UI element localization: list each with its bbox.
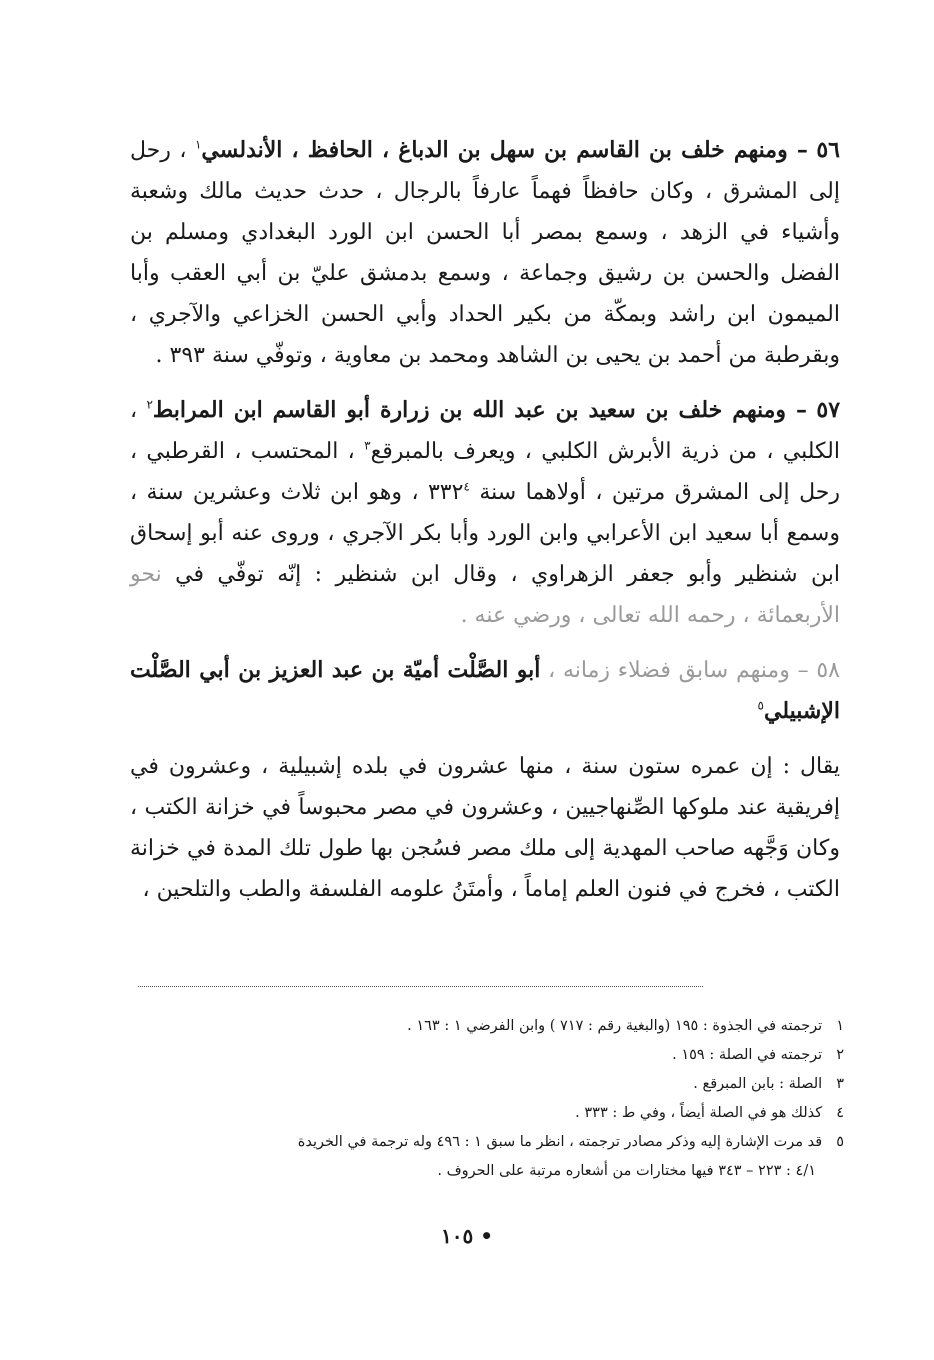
- footnote-ref: ٣: [364, 438, 371, 453]
- footnote-text: كذلك هو في الصلة أيضاً ، وفي ط : ٣٣٣ .: [575, 1105, 823, 1121]
- entry-body: ، المحتسب ، القرطبي ، رحل إلى المشرق مرتين ، أولاهما سنة ٣٣٢: [130, 439, 840, 505]
- entry-number: ٥٦: [816, 137, 840, 163]
- biography-paragraph: يقال : إن عمره ستون سنة ، منها عشرون في بلده إشبيلية ، وعشرون في إفريقية عند ملوكها الصِّنهاجيين ، وعشرون في مصر محبوساً في خزانة الكتب ، وكان وَجَّهه صاحب المهدية إلى ملك مصر فسُجن بها طول تلك المدة في خزانة الكتب ، فخرج في فنون العلم إماماً ، وأمتَنُ علومه الفلسفة والطب والتلحين ،: [130, 754, 840, 902]
- main-text: [130, 130, 840, 910]
- footnote-text: ترجمته في الجذوة : ١٩٥ (والبغية رقم : ٧١٧ ) وابن الفرضي ١ : ١٦٣ .: [407, 1018, 823, 1034]
- footnote: [140, 1041, 844, 1070]
- footnote-text: الصلة : بابن المبرقع .: [693, 1076, 823, 1092]
- footnote-number: ١: [836, 1018, 844, 1034]
- entry-56: [130, 130, 840, 376]
- footnote-divider: [138, 986, 703, 987]
- entry-number: ٥٨: [816, 658, 840, 683]
- footnote-ref: ٥: [757, 698, 764, 713]
- entry-body: ، الكلبي ، من ذرية الأبرش الكلبي ، ويعرف بالمبرقع: [130, 398, 841, 464]
- entry-heading: أبو الصَّلْت أميّة بن عبد العزيز بن أبي الصَّلْت الإشبيلي: [130, 657, 840, 724]
- page-number-mark: •: [480, 1224, 493, 1248]
- entry-heading: – ومنهم خلف بن القاسم بن سهل بن الدباغ ، الحافظ ، الأندلسي: [201, 137, 808, 163]
- entry-body: ، وهو ابن ثلاث وعشرين سنة ، وسمع أبا سعيد ابن الأعرابي وابن الورد وأبا بكر الآجري ، وروى عنه أبو إسحاق ابن شنظير وأبو جعفر الزهراوي ، وقال ابن شنظير : إنّه توفّي في: [130, 480, 840, 587]
- footnote: [140, 1128, 844, 1157]
- footnote-text: ترجمته في الصلة : ١٥٩ .: [672, 1047, 823, 1063]
- entry-heading: – ومنهم خلف بن سعيد بن عبد الله بن زرارة أبو القاسم ابن المرابط: [152, 397, 808, 423]
- footnote: [140, 1070, 844, 1099]
- entry-intro: – ومنهم سابق فضلاء زمانه ،: [548, 658, 809, 683]
- footnote-ref: ٢: [146, 397, 153, 412]
- footnote-text: قد مرت الإشارة إليه وذكر مصادر ترجمته ، انظر ما سبق ١ : ٤٩٦ وله ترجمة في الخريدة: [297, 1134, 823, 1150]
- entry-57: [130, 390, 840, 636]
- entry-58: [130, 650, 840, 732]
- footnote: [140, 1099, 844, 1128]
- footnote-continuation: ٤/١ : ٢٢٣ – ٣٤٣ فيها مختارات من أشعاره مرتبة على الحروف .: [437, 1163, 816, 1179]
- footnote-number: ٢: [836, 1047, 844, 1063]
- footnotes: [140, 1012, 844, 1186]
- footnote-ref: ٤: [463, 479, 470, 494]
- footnote-number: ٥: [836, 1134, 844, 1150]
- entry-number: ٥٧: [816, 397, 841, 423]
- footnote-ref: ١: [194, 137, 202, 152]
- footnote: [140, 1012, 844, 1041]
- footnote-number: ٣: [836, 1076, 844, 1092]
- footnote-number: ٤: [836, 1105, 844, 1121]
- entry-body: ، رحل إلى المشرق ، وكان حافظاً فهماً عارفاً بالرجال ، حدث حديث مالك وشعبة وأشياء في الزهد ، وسمع بمصر أبا الحسن ابن الورد البغدادي ومسلم بن الفضل والحسن بن رشيق وجماعة ، وسمع بدمشق عليّ بن أبي العقب وأبا الميمون ابن راشد وبمكّة من بكير الحداد وأبي الحسن الخزاعي والآجري ، وبقرطبة من أحمد بن يحيى بن الشاهد ومحمد بن معاوية ، وتوفّي سنة ٣٩٣ .: [130, 138, 840, 368]
- page-number: [0, 1224, 934, 1248]
- page-number-value: ١٠٥: [441, 1224, 474, 1248]
- entry-body-faded: نحو الأربعمائة ، رحمه الله تعالى ، ورضي عنه .: [130, 562, 840, 628]
